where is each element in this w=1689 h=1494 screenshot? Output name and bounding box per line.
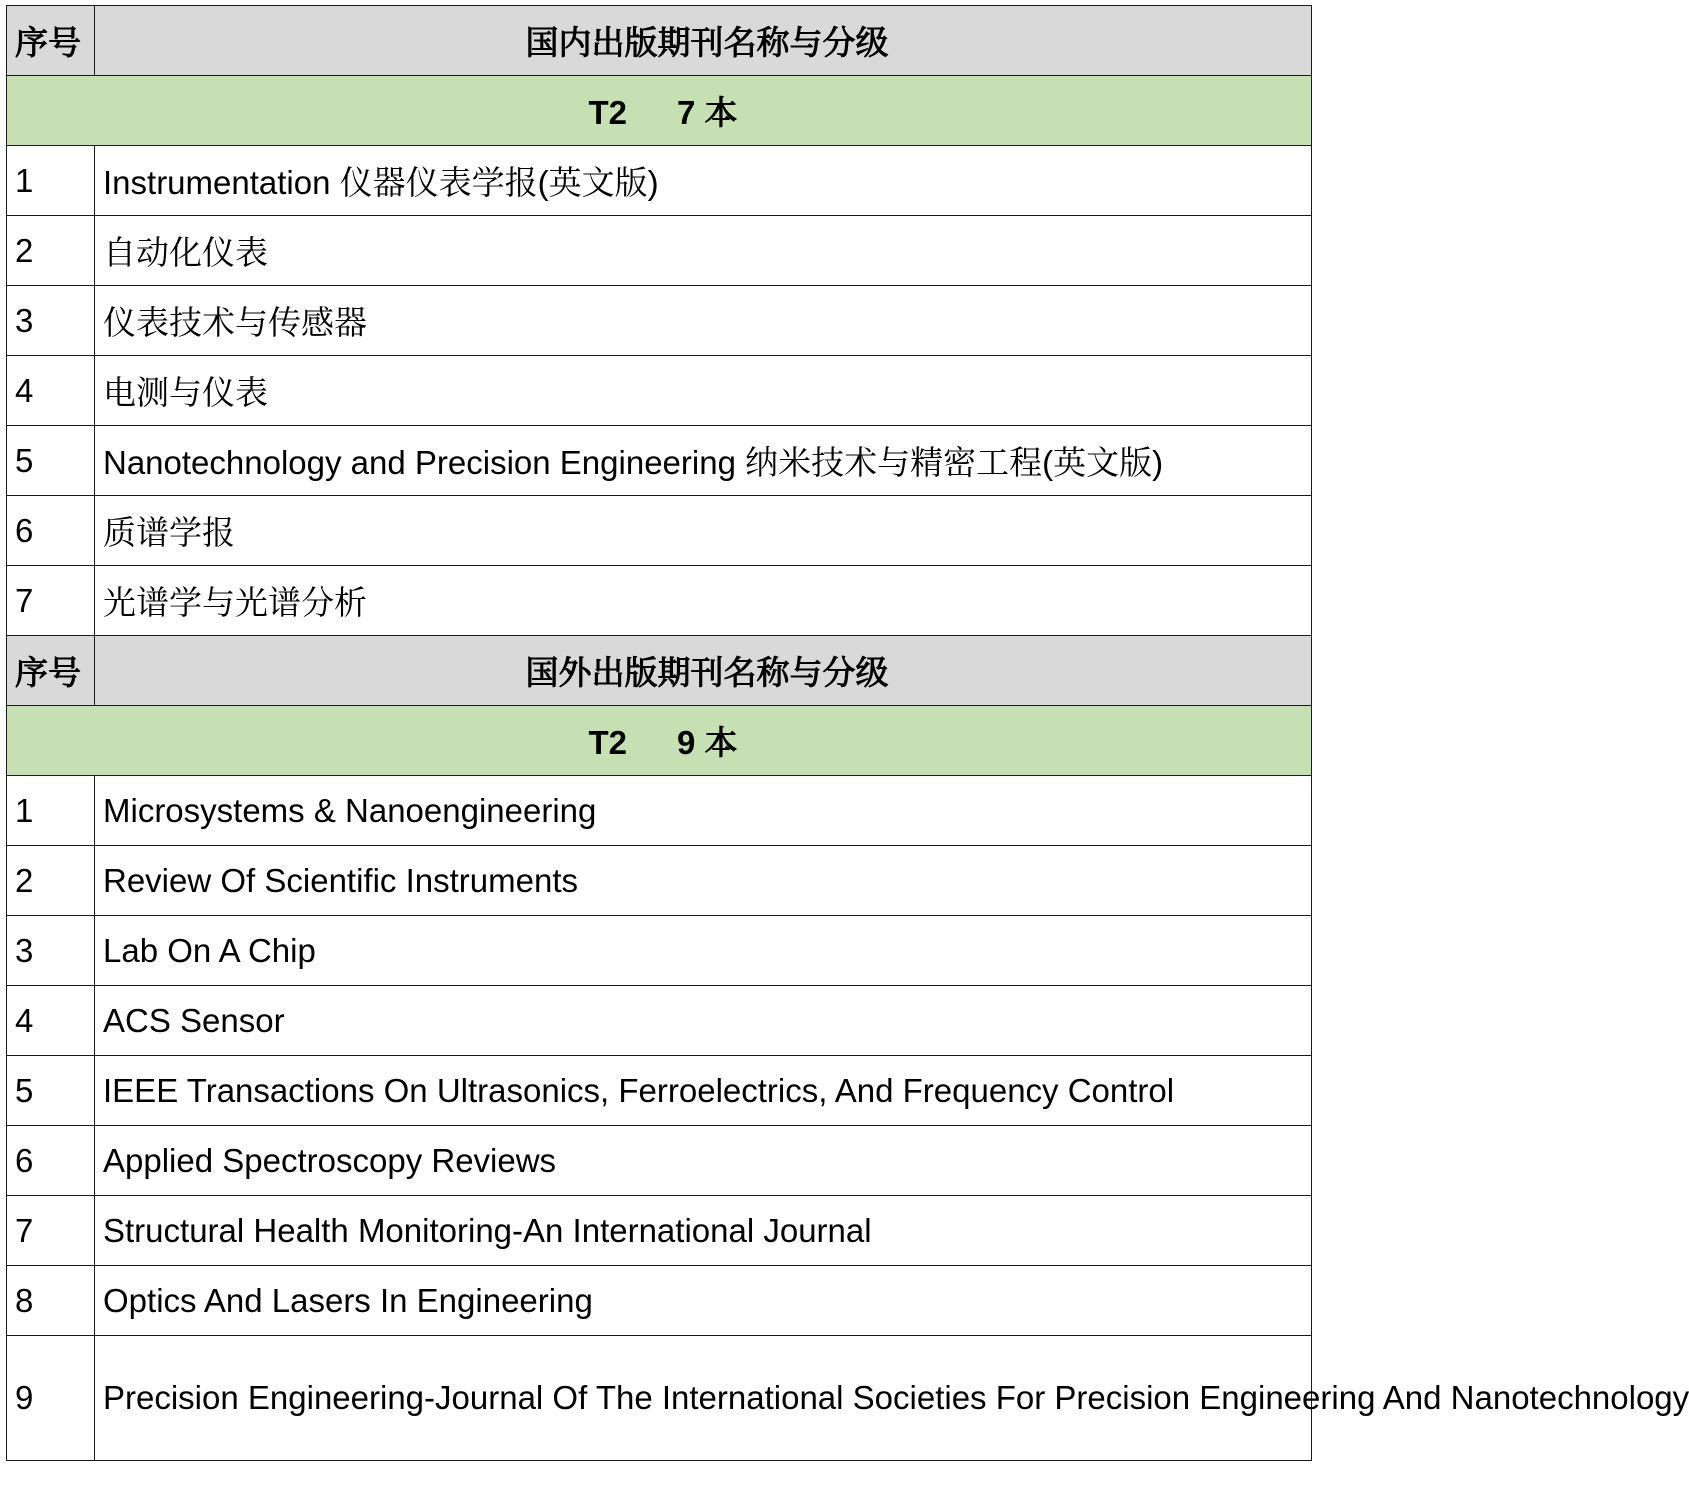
table-row [7,286,1312,356]
journal-name: 质谱学报 [95,496,1312,566]
row-number: 3 [7,916,95,986]
domestic-tier-count: 7 本 [676,94,738,131]
foreign-header-row [7,636,1312,706]
row-number: 7 [7,566,95,636]
foreign-tier-count: 9 本 [676,724,738,761]
row-number: 6 [7,496,95,566]
row-number: 7 [7,1196,95,1266]
row-number: 1 [7,146,95,216]
journal-name: 自动化仪表 [95,216,1312,286]
row-number: 8 [7,1266,95,1336]
journal-name: Applied Spectroscopy Reviews [95,1126,1312,1196]
table-row [7,1266,1312,1336]
table-row [7,216,1312,286]
table-row [7,426,1312,496]
journal-table [6,5,1689,1461]
table-row [7,776,1312,846]
row-number: 2 [7,216,95,286]
journal-name: 电测与仪表 [95,356,1312,426]
domestic-header-row [7,6,1312,76]
row-number: 6 [7,1126,95,1196]
foreign-num-header: 序号 [7,636,95,706]
journal-name: 仪表技术与传感器 [95,286,1312,356]
row-number: 4 [7,356,95,426]
row-number: 5 [7,426,95,496]
row-number: 1 [7,776,95,846]
row-number: 2 [7,846,95,916]
table-row [7,1126,1312,1196]
row-number: 5 [7,1056,95,1126]
journal-name: Review Of Scientific Instruments [95,846,1312,916]
journal-name: Optics And Lasers In Engineering [95,1266,1312,1336]
table-row [7,1196,1312,1266]
table-row [7,846,1312,916]
journal-name: Nanotechnology and Precision Engineering 纳米技术与精密工程(英文版) [95,426,1312,496]
foreign-title-header: 国外出版期刊名称与分级 [95,636,1312,706]
table-row [7,1056,1312,1126]
domestic-tier-row [7,76,1312,146]
row-number: 3 [7,286,95,356]
table-row [7,146,1312,216]
journal-name: Precision Engineering-Journal Of The International Societies For Precision Engineering And Nanotechnology [95,1336,1312,1461]
journal-name: Instrumentation 仪器仪表学报(英文版) [95,146,1312,216]
table-row [7,566,1312,636]
table-row [7,1336,1312,1461]
domestic-num-header: 序号 [7,6,95,76]
domestic-tier-level: T2 [588,94,627,131]
domestic-tier-cell [7,76,1312,146]
journal-name: Microsystems & Nanoengineering [95,776,1312,846]
row-number: 9 [7,1336,95,1461]
table-row [7,916,1312,986]
row-number: 4 [7,986,95,1056]
journal-name: Lab On A Chip [95,916,1312,986]
foreign-tier-cell [7,706,1312,776]
journal-name: 光谱学与光谱分析 [95,566,1312,636]
table-row [7,356,1312,426]
foreign-tier-level: T2 [588,724,627,761]
foreign-tier-row [7,706,1312,776]
journal-name: ACS Sensor [95,986,1312,1056]
domestic-title-header: 国内出版期刊名称与分级 [95,6,1312,76]
journal-name: Structural Health Monitoring-An International Journal [95,1196,1312,1266]
journal-name: IEEE Transactions On Ultrasonics, Ferroelectrics, And Frequency Control [95,1056,1312,1126]
table-row [7,496,1312,566]
table-row [7,986,1312,1056]
